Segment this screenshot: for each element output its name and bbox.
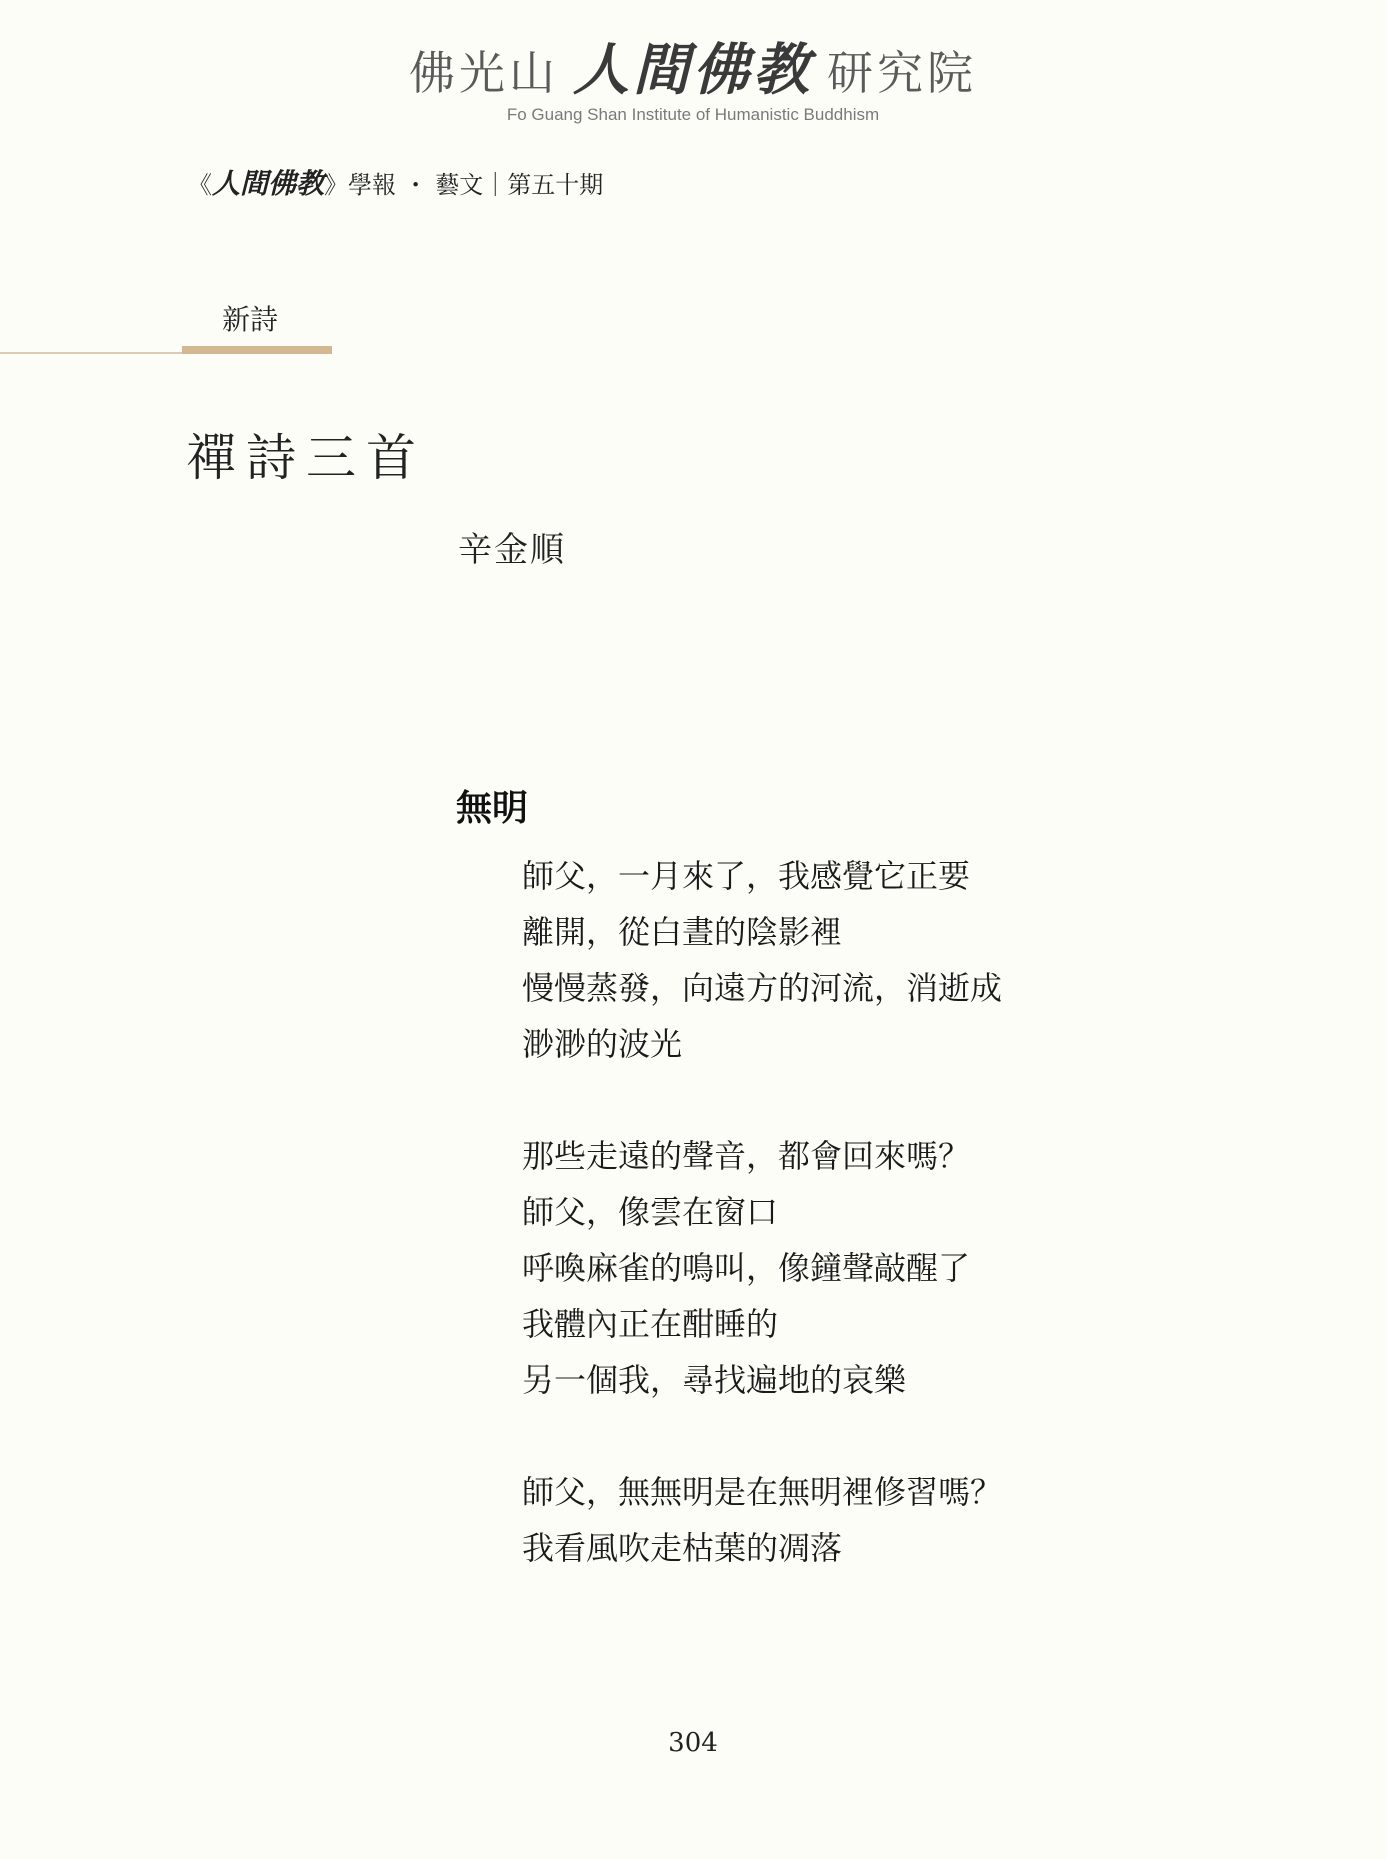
- stanza: [522, 1128, 1282, 1408]
- section-divider-accent: [182, 346, 332, 354]
- article-title: 禪詩三首: [186, 429, 426, 487]
- logo-prefix: 佛光山: [409, 46, 559, 100]
- logo-english: Fo Guang Shan Institute of Humanistic Buddhism: [506, 105, 880, 124]
- section-divider-thin: [0, 352, 182, 354]
- journal-open-bracket: 《: [188, 171, 212, 199]
- poem-line: 那些走遠的聲音，都會回來嗎？: [522, 1137, 971, 1175]
- poem-line: 離開，從白晝的陰影裡: [522, 913, 843, 951]
- poem-line: 慢慢蒸發，向遠方的河流，消逝成: [522, 969, 1003, 1007]
- logo-brush-text: 人間佛教: [573, 37, 813, 103]
- author-name: 辛金順: [458, 530, 566, 570]
- poem-line: 師父，一月來了，我感覺它正要: [522, 857, 971, 895]
- stanza: [522, 1464, 1282, 1576]
- journal-close-bracket: 》: [324, 171, 349, 199]
- institute-logo: [0, 37, 1386, 125]
- poem-line: 我看風吹走枯葉的凋落: [522, 1529, 843, 1567]
- journal-header: [188, 162, 603, 202]
- poem-line: 我體內正在酣睡的: [522, 1305, 779, 1343]
- poem-line: 另一個我，尋找遍地的哀樂: [522, 1361, 907, 1399]
- poem-title: 無明: [456, 787, 529, 829]
- logo-chinese: [0, 37, 1386, 103]
- journal-issue: 學報 ・ 藝文｜第五十期: [348, 171, 604, 199]
- logo-suffix: 研究院: [827, 46, 977, 100]
- stanza: [522, 848, 1282, 1072]
- journal-brand: 人間佛教: [212, 167, 325, 200]
- page-number: 304: [668, 1728, 718, 1758]
- poem-line: 呼喚麻雀的鳴叫，像鐘聲敲醒了: [522, 1249, 971, 1287]
- poem-line: 師父，無無明是在無明裡修習嗎？: [522, 1473, 1003, 1511]
- poem-line: 師父，像雲在窗口: [522, 1193, 779, 1231]
- poem-body: [522, 848, 1282, 1632]
- poem-line: 渺渺的波光: [522, 1025, 683, 1063]
- section-label: 新詩: [222, 303, 279, 336]
